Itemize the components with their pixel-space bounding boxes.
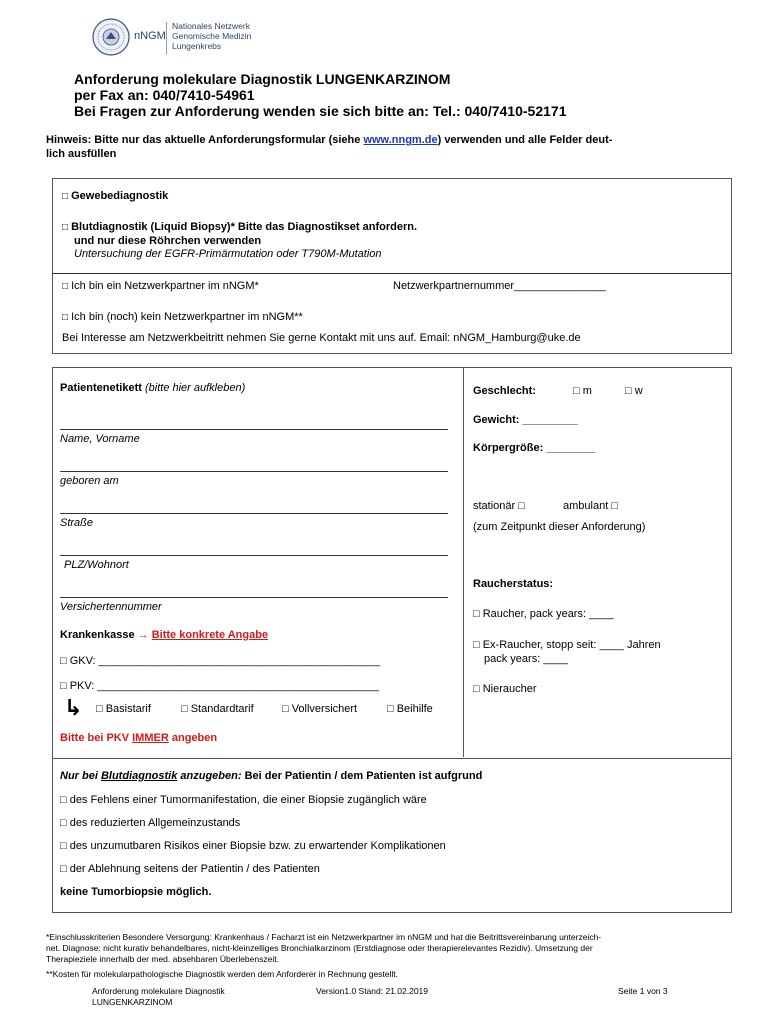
strasse-line[interactable] xyxy=(60,513,448,514)
logo-divider xyxy=(166,22,167,54)
hint-text xyxy=(46,133,736,147)
name-label: Name, Vorname xyxy=(60,433,140,445)
raucher-option[interactable]: □ Raucher, pack years: ____ xyxy=(473,608,614,620)
footer-page-number: Seite 1 von 3 xyxy=(618,986,668,996)
footer-doc-title: Anforderung molekulare Diagnostik xyxy=(92,986,225,996)
section3-head-a: Nur bei xyxy=(60,770,101,782)
strasse-label: Straße xyxy=(60,517,94,529)
section3-head-c: anzugeben: xyxy=(177,770,242,782)
partner-checkbox[interactable]: □ xyxy=(62,281,69,292)
etikett-italic: (bitte hier aufkleben) xyxy=(141,382,246,394)
nonpartner-label: Ich bin (noch) kein Netzwerkpartner im nNGM** xyxy=(71,311,303,323)
geschlecht-m-option[interactable]: □ m xyxy=(573,385,592,397)
blut-line-3: Untersuchung der EGFR-Primärmutation oder T790M-Mutation xyxy=(74,248,382,260)
patient-section xyxy=(52,367,732,759)
logo-line-2: Genomische Medizin xyxy=(172,31,252,41)
groesse-field[interactable]: Körpergröße: ________ xyxy=(473,442,596,454)
exraucher-option[interactable]: □ Ex-Raucher, stopp seit: ____ Jahren xyxy=(473,639,661,651)
ambulant-option[interactable]: ambulant □ xyxy=(563,500,618,512)
partner-label: Ich bin ein Netzwerkpartner im nNGM* xyxy=(71,280,259,292)
plz-line[interactable] xyxy=(60,555,448,556)
versicherten-label: Versichertennummer xyxy=(60,601,162,613)
section3-head-b: Blutdiagnostik xyxy=(100,770,178,782)
nonpartner-checkbox[interactable]: □ xyxy=(62,312,69,323)
geboren-line[interactable] xyxy=(60,471,448,472)
blut-line-2: und nur diese Röhrchen verwenden xyxy=(74,235,262,247)
reason-option-4[interactable]: □ der Ablehnung seitens der Patientin / des Patienten xyxy=(60,863,320,875)
footnote-1-line-2: net. Diagnose: nicht kurativ behandelbares, nicht-kleinzelliges Bronchialkarzinom (Erstdiagnose oder therapierelevantes Rezidiv). Umsetzung der xyxy=(46,943,593,953)
pkv-note-c: angeben xyxy=(168,732,218,744)
pkv-note xyxy=(60,732,217,745)
section3-heading xyxy=(60,770,482,783)
header-fax: per Fax an: 040/7410-54961 xyxy=(74,87,255,103)
section1-divider xyxy=(52,273,731,274)
krankenkasse-label: Krankenkasse xyxy=(60,629,135,641)
beihilfe-option[interactable]: □ Beihilfe xyxy=(387,703,433,715)
footnote-1-line-1: *Einschlusskriterien Besondere Versorgung: Krankenhaus / Facharzt ist ein Netzwerkpartner im nNGM und hat die Beitrittsvereinbarung unterzeich- xyxy=(46,932,602,942)
blut-label: Blutdiagnostik (Liquid Biopsy)* Bitte das Diagnostikset anfordern. xyxy=(71,221,418,233)
hint-line-2: lich ausfüllen xyxy=(46,148,117,160)
standardtarif-option[interactable]: □ Standardtarif xyxy=(181,703,254,715)
partner-number-field[interactable]: Netzwerkpartnernummer_______________ xyxy=(393,280,606,292)
turn-arrow-icon: ↳ xyxy=(64,695,83,720)
vollversichert-option[interactable]: □ Vollversichert xyxy=(282,703,358,715)
etikett-bold: Patientenetikett xyxy=(60,382,142,394)
patient-label-etikett xyxy=(60,382,245,395)
patient-column-divider xyxy=(463,368,464,757)
blut-option[interactable] xyxy=(62,221,417,234)
footer-doc-subtitle: LUNGENKARZINOM xyxy=(92,997,173,1007)
plz-label: PLZ/Wohnort xyxy=(64,559,129,571)
university-seal-icon xyxy=(92,18,130,56)
pkv-note-immer: IMMER xyxy=(132,732,169,744)
hint-prefix: Hinweis: Bitte nur das aktuelle Anforderungsformular (siehe xyxy=(46,134,364,146)
section3-closing: keine Tumorbiopsie möglich. xyxy=(60,886,212,898)
konkret-note: Bitte konkrete Angabe xyxy=(151,629,269,641)
gewebe-checkbox[interactable]: □ xyxy=(62,191,69,202)
nieraucher-option[interactable]: □ Nieraucher xyxy=(473,683,537,695)
reason-option-1[interactable]: □ des Fehlens einer Tumormanifestation, die einer Biopsie zugänglich wäre xyxy=(60,794,427,806)
basistarif-option[interactable]: □ Basistarif xyxy=(96,703,151,715)
geboren-label: geboren am xyxy=(60,475,119,487)
contact-text: Bei Interesse am Netzwerkbeitritt nehmen Sie gerne Kontakt mit uns auf. Email: nNGM_Hamburg@uke.de xyxy=(62,332,581,344)
gewebe-option[interactable] xyxy=(62,190,168,203)
logo-brand: nNGM xyxy=(134,30,166,42)
name-line[interactable] xyxy=(60,429,448,430)
gewebe-label: Gewebediagnostik xyxy=(71,190,169,202)
gkv-field[interactable]: □ GKV: ______________________________________________ xyxy=(60,655,381,667)
exraucher-packyears[interactable]: pack years: ____ xyxy=(484,653,568,665)
krankenkasse-row xyxy=(60,629,268,642)
pkv-field[interactable]: □ PKV: ______________________________________________ xyxy=(60,680,379,692)
logo-line-1: Nationales Netzwerk xyxy=(172,21,250,31)
footnote-2: **Kosten für molekularpathologische Diagnostik werden dem Anforderer in Rechnung gestellt. xyxy=(46,969,399,979)
header-phone: Bei Fragen zur Anforderung wenden sie sich bitte an: Tel.: 040/7410-52171 xyxy=(74,103,567,119)
gewicht-field[interactable]: Gewicht: _________ xyxy=(473,414,578,426)
arrow-right-icon: → xyxy=(137,629,149,641)
request-type-section xyxy=(52,178,732,354)
raucherstatus-label: Raucherstatus: xyxy=(473,578,554,590)
hint-suffix: ) verwenden und alle Felder deut- xyxy=(437,134,613,146)
zeitpunkt-note: (zum Zeitpunkt dieser Anforderung) xyxy=(473,521,646,533)
reason-option-2[interactable]: □ des reduzierten Allgemeinzustands xyxy=(60,817,241,829)
stationaer-option[interactable]: stationär □ xyxy=(473,500,525,512)
website-link[interactable]: www.nngm.de xyxy=(363,134,438,146)
footnote-1-line-3: Therapieziele innerhalb der med. absehbaren Überlebenszeit. xyxy=(46,954,279,964)
geschlecht-w-option[interactable]: □ w xyxy=(625,385,643,397)
partner-option[interactable] xyxy=(62,280,259,293)
pkv-note-a: Bitte bei PKV xyxy=(60,732,133,744)
section3-head-d: Bei der Patientin / dem Patienten ist aufgrund xyxy=(241,770,483,782)
geschlecht-label: Geschlecht: xyxy=(473,385,536,397)
footer-version: Version1.0 Stand: 21.02.2019 xyxy=(316,986,429,996)
blut-checkbox[interactable]: □ xyxy=(62,222,69,233)
logo-line-3: Lungenkrebs xyxy=(172,41,222,51)
reason-option-3[interactable]: □ des unzumutbaren Risikos einer Biopsie bzw. zu erwartender Komplikationen xyxy=(60,840,446,852)
versicherten-line[interactable] xyxy=(60,597,448,598)
nonpartner-option[interactable] xyxy=(62,311,303,324)
header-title: Anforderung molekulare Diagnostik LUNGENKARZINOM xyxy=(74,71,451,87)
nngm-logo xyxy=(92,18,272,58)
